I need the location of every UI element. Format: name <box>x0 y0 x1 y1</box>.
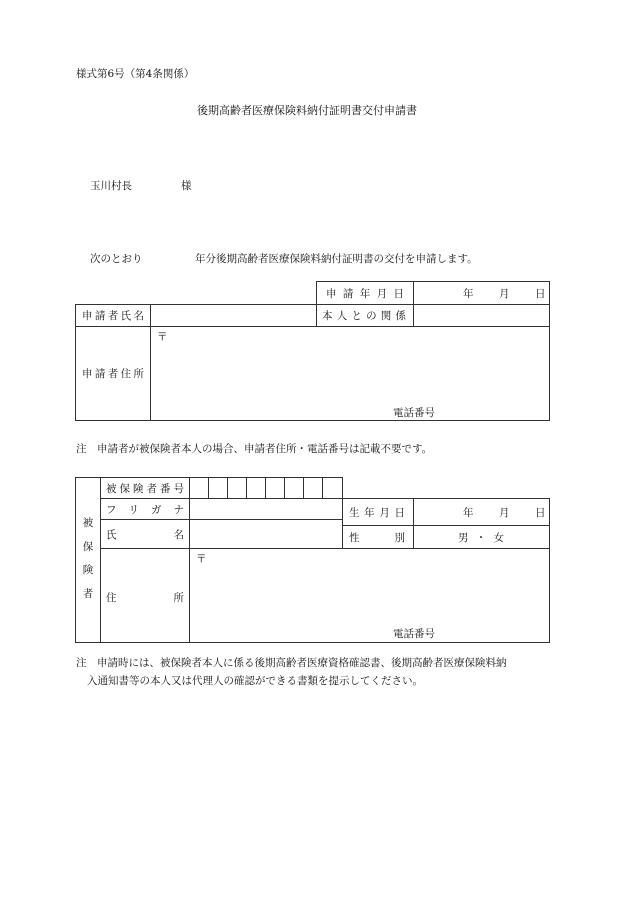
postal-mark: 〒 <box>157 331 168 343</box>
relation-field[interactable] <box>414 305 548 325</box>
note-documents-line2: 入通知書等の本人又は代理人の確認ができる書類を提示してください。 <box>87 675 423 687</box>
addressee-honorific: 様 <box>181 180 192 192</box>
applicant-name-field[interactable] <box>151 305 315 325</box>
application-date-year: 年 <box>463 287 474 300</box>
applicant-phone-label: 電話番号 <box>393 407 435 419</box>
insured-phone-label: 電話番号 <box>393 628 435 640</box>
application-date-day: 日 <box>535 287 546 300</box>
birth-date-year: 年 <box>463 506 474 519</box>
insured-number-label: 被 保 険 者 番 号 <box>106 482 184 495</box>
page-title: 後期高齢者医療保険料納付証明書交付申請書 <box>197 104 417 117</box>
request-prefix: 次のとおり <box>90 253 143 265</box>
relation-label: 本 人 と の 関 係 <box>322 309 406 322</box>
form-number: 様式第6号（第4条関係） <box>76 68 195 80</box>
insured-name-label: 氏 名 <box>106 528 184 541</box>
note-documents-line1: 注 申請時には、被保険者本人に係る後期高齢者医療資格確認書、後期高齢者医療保険料納 <box>76 657 507 669</box>
insured-side-label: 被 保 険 者 <box>82 517 94 600</box>
applicant-name-label: 申 請 者 氏 名 <box>82 309 144 322</box>
insured-address-field[interactable] <box>190 549 548 623</box>
insured-number-field[interactable] <box>190 478 341 497</box>
sex-label: 性 別 <box>349 531 405 544</box>
applicant-address-field[interactable] <box>151 327 548 403</box>
birth-date-month: 月 <box>499 506 510 519</box>
sex-male[interactable]: 男 <box>458 531 469 544</box>
request-body: 年分後期高齢者医療保険料納付証明書の交付を申請します。 <box>195 253 478 265</box>
insured-address-label: 住 所 <box>106 591 184 604</box>
application-date-label: 申 請 年 月 日 <box>326 287 404 300</box>
birth-date-day: 日 <box>535 506 546 519</box>
applicant-address-label: 申 請 者 住 所 <box>82 367 144 380</box>
insured-postal-mark: 〒 <box>196 553 207 565</box>
sex-options[interactable]: 男 ・ 女 <box>458 531 504 544</box>
sex-female[interactable]: 女 <box>493 531 504 544</box>
insured-name-field[interactable] <box>190 520 341 547</box>
birth-date-label: 生 年 月 日 <box>349 506 405 519</box>
note-applicant: 注 申請者が被保険者本人の場合、申請者住所・電話番号は記載不要です。 <box>76 443 433 455</box>
addressee-name: 玉川村長 <box>90 180 132 192</box>
furigana-field[interactable] <box>190 499 341 518</box>
application-date-month: 月 <box>499 287 510 300</box>
furigana-label: フ リ ガ ナ <box>106 503 184 516</box>
